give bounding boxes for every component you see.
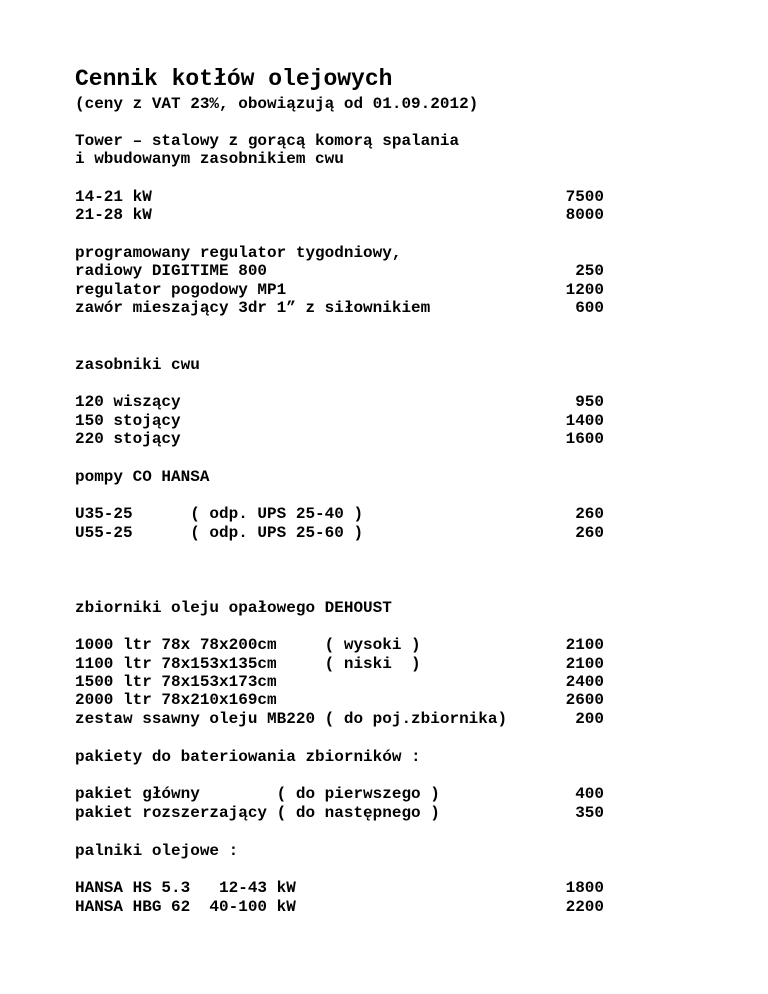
burner-item-price: 2200 [565, 898, 604, 916]
accessory-item-price: 250 [575, 262, 604, 280]
oil-tank-item-price: 2100 [565, 636, 604, 654]
tower-item-label: 14-21 kW [75, 188, 152, 206]
accessory-item-label: zawór mieszający 3dr 1” z siłownikiem [75, 299, 431, 317]
regulator-description: programowany regulator tygodniowy, [75, 244, 402, 262]
package-item-label: pakiet rozszerzający ( do następnego ) [75, 804, 440, 822]
cwu-tank-item-price: 950 [575, 393, 604, 411]
cwu-tank-item-label: 220 stojący [75, 430, 181, 448]
pump-item-price: 260 [575, 505, 604, 523]
oil-tank-item-label: 1100 ltr 78x153x135cm ( niski ) [75, 655, 421, 673]
accessory-item-price: 600 [575, 299, 604, 317]
burner-item-label: HANSA HBG 62 40-100 kW [75, 898, 296, 916]
tower-item-label: 21-28 kW [75, 206, 152, 224]
cwu-tank-item-price: 1600 [565, 430, 604, 448]
oil-tank-item-label: zestaw ssawny oleju MB220 ( do poj.zbiornika) [75, 710, 508, 728]
accessory-item-label: regulator pogodowy MP1 [75, 281, 287, 299]
oil-tank-item-label: 2000 ltr 78x210x169cm [75, 691, 277, 709]
accessory-item-label: radiowy DIGITIME 800 [75, 262, 268, 280]
cwu-tank-item-price: 1400 [565, 412, 604, 430]
burner-item-price: 1800 [565, 879, 604, 897]
tower-item-price: 7500 [565, 188, 604, 206]
package-item-price: 400 [575, 785, 604, 803]
section-heading-pumps: pompy CO HANSA [75, 468, 210, 486]
section-heading-burners: palniki olejowe : [75, 842, 239, 860]
pump-item-price: 260 [575, 524, 604, 542]
oil-tank-item-price: 200 [575, 710, 604, 728]
tower-description-line2: i wbudowanym zasobnikiem cwu [75, 150, 344, 168]
package-item-label: pakiet główny ( do pierwszego ) [75, 785, 440, 803]
tower-description-line1: Tower – stalowy z gorącą komorą spalania [75, 132, 460, 150]
burner-item-label: HANSA HS 5.3 12-43 kW [75, 879, 296, 897]
oil-tank-item-price: 2600 [565, 691, 604, 709]
tower-item-price: 8000 [565, 206, 604, 224]
section-heading-packages: pakiety do bateriowania zbiorników : [75, 748, 421, 766]
package-item-price: 350 [575, 804, 604, 822]
cwu-tank-item-label: 120 wiszący [75, 393, 181, 411]
page-title: Cennik kotłów olejowych [75, 66, 393, 92]
section-heading-cwu-tanks: zasobniki cwu [75, 356, 200, 374]
pump-item-label: U35-25 ( odp. UPS 25-40 ) [75, 505, 364, 523]
page-subtitle: (ceny z VAT 23%, obowiązują od 01.09.2012) [75, 95, 479, 113]
pump-item-label: U55-25 ( odp. UPS 25-60 ) [75, 524, 364, 542]
oil-tank-item-price: 2400 [565, 673, 604, 691]
section-heading-oil-tanks: zbiorniki oleju opałowego DEHOUST [75, 599, 392, 617]
oil-tank-item-label: 1000 ltr 78x 78x200cm ( wysoki ) [75, 636, 421, 654]
accessory-item-price: 1200 [565, 281, 604, 299]
cwu-tank-item-label: 150 stojący [75, 412, 181, 430]
oil-tank-item-price: 2100 [565, 655, 604, 673]
oil-tank-item-label: 1500 ltr 78x153x173cm [75, 673, 277, 691]
